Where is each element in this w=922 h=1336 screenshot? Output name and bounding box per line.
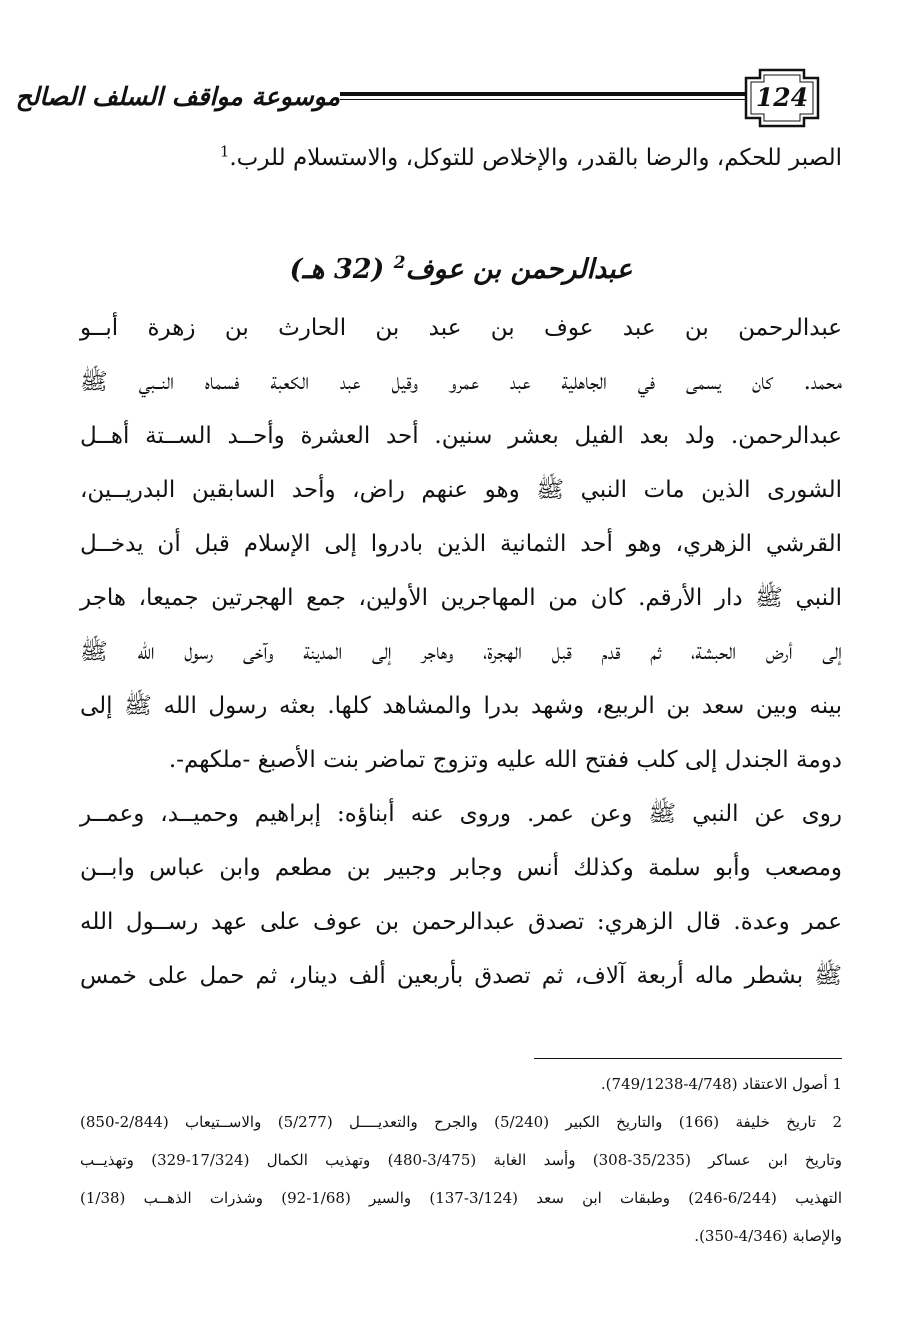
footnote-line: 2 تاريخ خليفة (166) والتاريخ الكبير (5/240) والجرح والتعديــــل (5/277) والاســتيعاب (2/844-850) (80, 1113, 842, 1131)
body-line: دومة الجندل إلى كلب ففتح الله عليه وتزوج تماضر بنت الأصبغ -ملكهم-. (168, 747, 842, 773)
footnote-ref-1: 1 (219, 142, 230, 161)
footnote-separator (534, 1058, 842, 1059)
heading-date: (32 هـ) (289, 254, 385, 285)
body-line: عبدالرحمن. ولد بعد الفيل بعشر سنين. أحد العشرة وأحــد الســتة أهــل (80, 423, 842, 449)
footnote-ref-2: 2 (393, 253, 406, 273)
body-line: عبدالرحمن بن عبد عوف بن عبد بن الحارث بن زهرة أبــو (80, 315, 842, 341)
running-title: موسوعة مواقف السلف الصالح (15, 82, 340, 111)
continuation-text: الصبر للحكم، والرضا بالقدر، والإخلاص للتوكل، والاستسلام للرب. (229, 145, 842, 171)
body-line: محمد. كان يسمى في الجاهلية عبد عمرو وقيل عبد الكعبة فسماه النــبي ﷺ (80, 369, 842, 395)
body-line: إلى أرض الحبشة، ثم قدم قبل الهجرة، وهاجر إلى المدينة وآخى رسول الله ﷺ (80, 639, 842, 665)
continuation-line (80, 140, 842, 176)
header-rule-thin (340, 99, 745, 100)
footnote-line: 1 أصول الاعتقاد (4/748-749/1238). (600, 1075, 842, 1093)
body-line: روى عن النبي ﷺ وعن عمر. وروى عنه أبناؤه: إبراهيم وحميــد، وعمــر (80, 801, 842, 827)
body-line: النبي ﷺ دار الأرقم. كان من المهاجرين الأولين، جمع الهجرتين جميعا، هاجر (80, 585, 842, 611)
page-number-badge (742, 66, 822, 130)
body-line: بينه وبين سعد بن الربيع، وشهد بدرا والمشاهد كلها. بعثه رسول الله ﷺ إلى (80, 693, 843, 719)
body-line: القرشي الزهري، وهو أحد الثمانية الذين بادروا إلى الإسلام قبل أن يدخــل (80, 531, 842, 557)
header-rule-thick (340, 92, 745, 96)
body-line: ﷺ بشطر ماله أربعة آلاف، ثم تصدق بأربعين ألف دينار، ثم حمل على خمس (80, 963, 842, 989)
footnote-line: وتاريخ ابن عساكر (35/235-308) وأسد الغابة (3/475-480) وتهذيب الكمال (17/324-329) وتهذيــب (80, 1151, 843, 1169)
section-heading (80, 248, 842, 292)
page-header (0, 60, 922, 140)
body-line: الشورى الذين مات النبي ﷺ وهو عنهم راض، وأحد السابقين البدريــين، (80, 477, 842, 503)
heading-name: عبدالرحمن بن عوف (405, 254, 633, 285)
footnote-line: والإصابة (4/346-350). (694, 1227, 842, 1245)
page-number: 124 (755, 83, 809, 112)
body-line: عمر وعدة. قال الزهري: تصدق عبدالرحمن بن عوف على عهد رســول الله (80, 909, 842, 935)
footnote-line: التهذيب (6/244-246) وطبقات ابن سعد (3/124-137) والسير (1/68-92) وشذرات الذهــب (1/38) (80, 1189, 843, 1207)
body-line: ومصعب وأبو سلمة وكذلك أنس وجابر وجبير بن مطعم وابن عباس وابــن (80, 855, 842, 881)
